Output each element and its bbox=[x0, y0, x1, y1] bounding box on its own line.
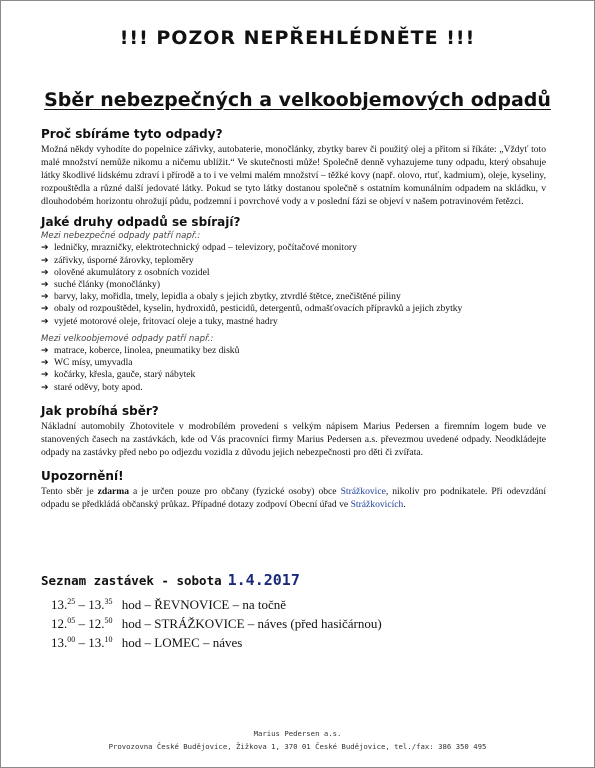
notice-heading: Upozornění! bbox=[41, 468, 124, 483]
list-item: ➔ olověné akumulátory z osobních vozidel bbox=[41, 266, 210, 278]
list-item: ➔ matrace, koberce, linolea, pneumatiky bez disků bbox=[41, 344, 240, 356]
how-paragraph: Nákladní automobily Zhotovitele v modrobílém provedení s velkým nápisem Marius Pedersen a firemním logem bude ve stanovených časech na zastávkách, kde od Vás pracovníci firmy Marius Pedersen a.s. převezmou uvedené odpady. Neodkládejte odpady na zastávky před nebo po odjezdu vozidla z důvodu jejich nebezpečnosti pro děti či zvířata. bbox=[41, 420, 546, 458]
main-content bbox=[41, 127, 546, 511]
schedule-title: Seznam zastávek - sobota bbox=[41, 573, 222, 588]
arrow-right-icon: ➔ bbox=[41, 243, 49, 254]
arrow-right-icon: ➔ bbox=[41, 255, 49, 266]
village-name: Strážkovice bbox=[340, 485, 386, 497]
schedule-date: 1.4.2017 bbox=[227, 571, 300, 589]
section-why bbox=[41, 127, 546, 208]
stops-list bbox=[51, 595, 382, 652]
stop-place: hod – ŘEVNOVICE – na točně bbox=[121, 597, 287, 612]
stop-row: 12.05 – 12.50 hod – STRÁŽKOVICE – náves (před hasičárnou) bbox=[51, 616, 382, 631]
list-item: ➔ ledničky, mrazničky, elektrotechnický odpad – televizory, počítačové monitory bbox=[41, 242, 357, 254]
why-heading: Proč sbíráme tyto odpady? bbox=[41, 127, 223, 141]
footer-company: Marius Pedersen a.s. bbox=[253, 729, 342, 738]
arrow-right-icon: ➔ bbox=[41, 345, 49, 356]
arrow-right-icon: ➔ bbox=[41, 316, 49, 327]
why-paragraph: Možná někdy vyhodíte do popelnice zářivky, autobaterie, monočlánky, zbytky barev či použitý olej a přitom si říkáte: „Vždyť toto malé množství nemůže nikomu a ničemu ublížit.“ Ve skutečnosti může! Společně denně vyhazujeme tuny odpadu, který obsahuje látky škodlivé lidskému zdraví i přírodě a to i ve velmi malém množství – těžké kovy (např. olovo, rtuť, kadmium), oleje, kyseliny, rozpouštědla a různé další jedovaté látky. Pokud se tyto látky dostanou společně s ostatním komunálním odpadem na skládku, v dlouhodobém horizontu ohrožují půdu, podzemní i povrchové vody a v poslední fázi se objeví v našem potravinovém řetězci. bbox=[41, 144, 546, 208]
arrow-right-icon: ➔ bbox=[41, 370, 49, 381]
section-how bbox=[41, 404, 546, 459]
stop-place: hod – STRÁŽKOVICE – náves (před hasičárnou) bbox=[121, 616, 382, 631]
free-of-charge-text: zdarma bbox=[97, 485, 130, 497]
notice-paragraph: Tento sběr je zdarma a je určen pouze pro občany (fyzické osoby) obce Strážkovice, nikoliv pro podnikatele. Při odevzdání odpadu se předkládá občanský průkaz. Případné dotazy zodpoví Obecní úřad ve Strážkovicích. bbox=[41, 485, 546, 511]
stop-place: hod – LOMEC – náves bbox=[121, 635, 243, 650]
arrow-right-icon: ➔ bbox=[41, 358, 49, 369]
arrow-right-icon: ➔ bbox=[41, 267, 49, 278]
document-title: Sběr nebezpečných a velkoobjemových odpadů bbox=[44, 89, 551, 111]
stop-row: 13.00 – 13.10 hod – LOMEC – náves bbox=[51, 635, 243, 650]
schedule-heading bbox=[41, 571, 300, 589]
footer-address: Provozovna České Budějovice, Žižkova 1, 370 01 České Budějovice, tel./fax: 386 350 495 bbox=[108, 742, 487, 751]
arrow-right-icon: ➔ bbox=[41, 280, 49, 291]
section-notice bbox=[41, 469, 546, 511]
hazardous-list bbox=[41, 242, 546, 327]
list-item: ➔ suché články (monočlánky) bbox=[41, 279, 161, 291]
list-item: ➔ barvy, laky, mořidla, tmely, lepidla a obaly s jejich zbytky, ztvrdlé štětce, znečištěné piliny bbox=[41, 291, 401, 303]
warning-heading: !!! POZOR NEPŘEHLÉDNĚTE !!! bbox=[119, 27, 476, 49]
bulky-label: Mezi velkoobjemové odpady patří např.: bbox=[41, 333, 214, 344]
list-item: ➔ WC mísy, umyvadla bbox=[41, 357, 133, 369]
types-heading: Jaké druhy odpadů se sbírají? bbox=[41, 215, 241, 230]
list-item: ➔ staré oděvy, boty apod. bbox=[41, 381, 143, 393]
list-item: ➔ vyjeté motorové oleje, fritovací oleje a tuky, mastné hadry bbox=[41, 315, 278, 327]
list-item: ➔ zářivky, úsporné žárovky, teploměry bbox=[41, 254, 194, 266]
how-heading: Jak probíhá sběr? bbox=[41, 403, 159, 418]
arrow-right-icon: ➔ bbox=[41, 382, 49, 393]
hazardous-label: Mezi nebezpečné odpady patří např.: bbox=[41, 231, 201, 242]
arrow-right-icon: ➔ bbox=[41, 304, 49, 315]
village-name: Strážkovicích bbox=[350, 499, 404, 511]
section-types bbox=[41, 215, 546, 393]
list-item: ➔ obaly od rozpouštědel, kyselin, hydroxidů, pesticidů, detergentů, odmašťovacích přípravků a jejich zbytky bbox=[41, 303, 463, 315]
list-item: ➔ kočárky, křesla, gauče, starý nábytek bbox=[41, 369, 196, 381]
bulky-list bbox=[41, 345, 546, 394]
arrow-right-icon: ➔ bbox=[41, 292, 49, 303]
stop-row: 13.25 – 13.35 hod – ŘEVNOVICE – na točně bbox=[51, 597, 287, 612]
